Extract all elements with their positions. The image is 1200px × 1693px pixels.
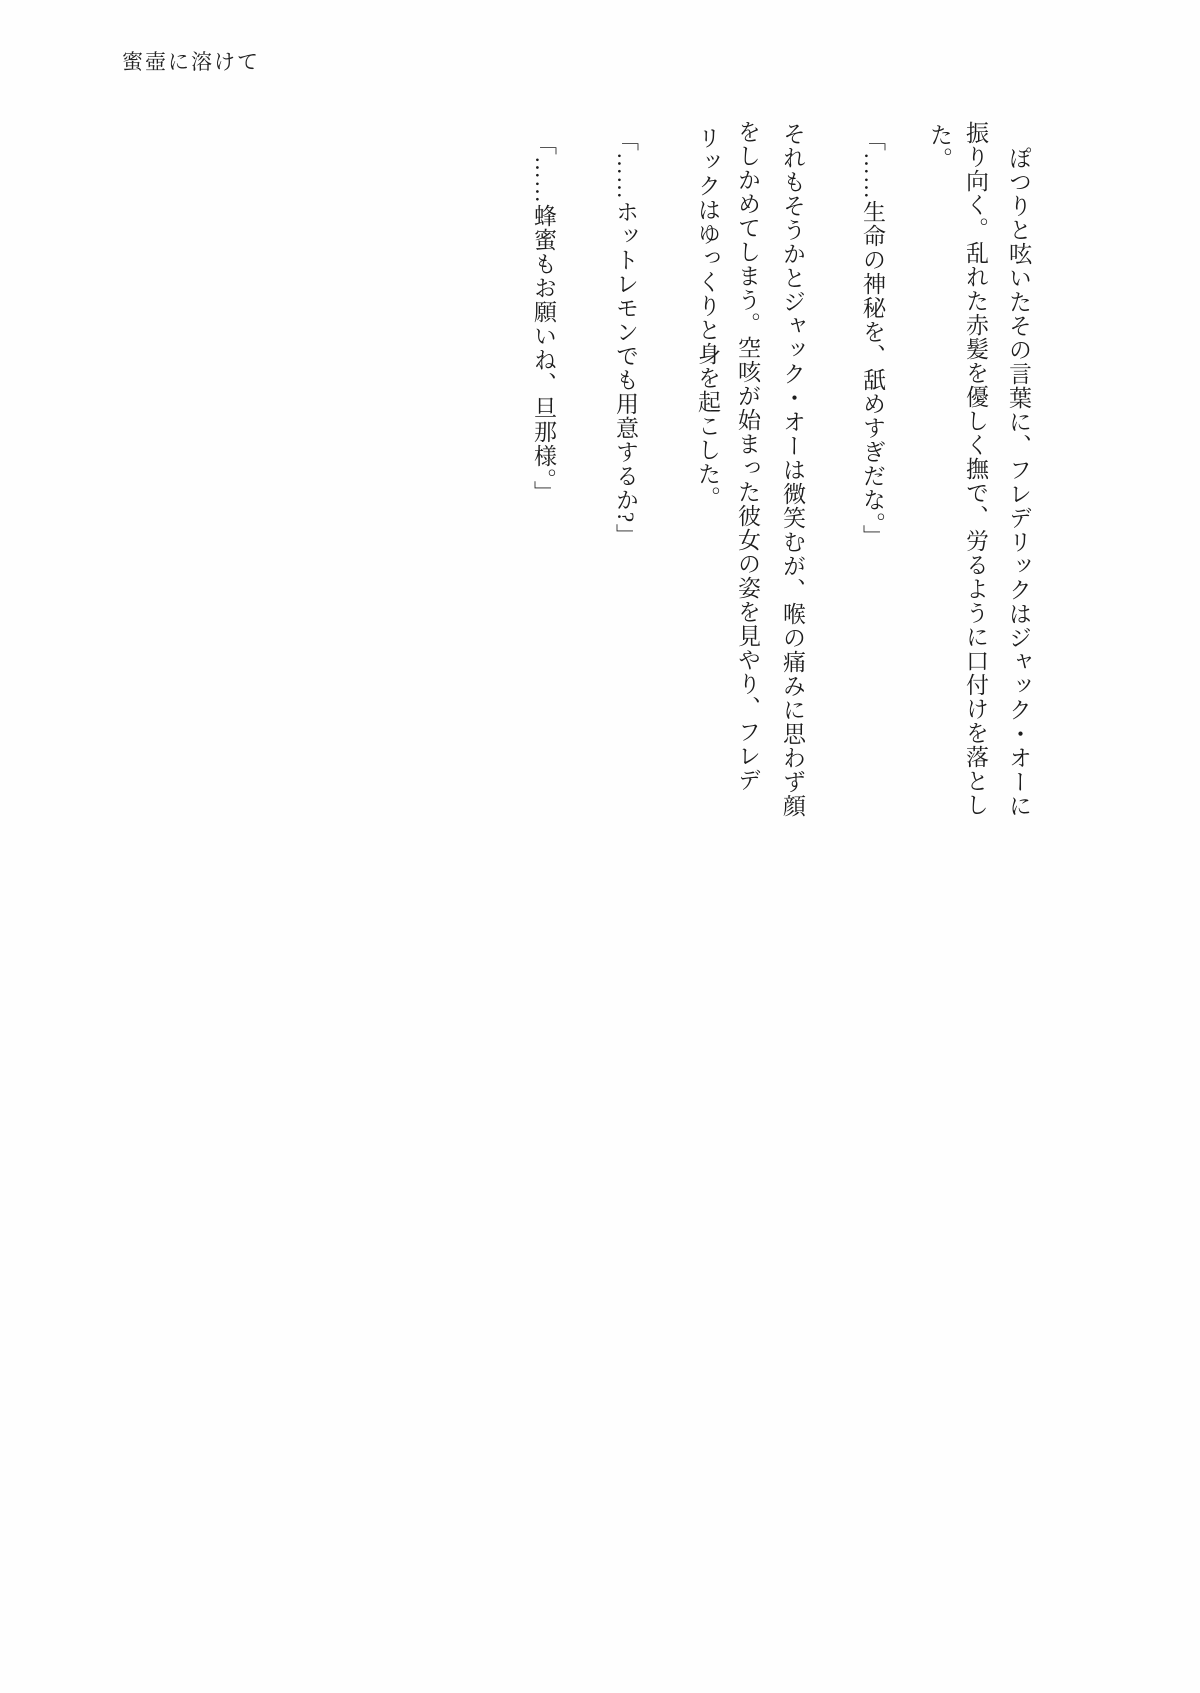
narration-column-6: リックはゆっくりと身を起こした。 (695, 126, 720, 510)
narration-column-2: 振り向く。乱れた赤髪を優しく撫で、労るように口付けを落とし (963, 121, 988, 817)
narration-column-3: た。 (927, 123, 952, 171)
narration-column-5: をしかめてしまう。空咳が始まった彼女の姿を見やり、フレデ (735, 120, 760, 792)
dialogue-column-2: 「……ホットレモンでも用意するか?」 (613, 128, 638, 548)
narration-column-1: ぽつりと呟いたその言葉に、フレデリックはジャック・オーに (1006, 146, 1031, 818)
dialogue-column-3: 「……蜂蜜もお願いね、旦那様。」 (531, 132, 556, 505)
narration-column-4: それもそうかとジャック・オーは微笑むが、喉の痛みに思わず顔 (780, 122, 805, 818)
dialogue-column-1: 「……生命の神秘を、舐めすぎだな。」 (860, 128, 885, 549)
page-header-title: 蜜壺に溶けて (122, 50, 260, 74)
